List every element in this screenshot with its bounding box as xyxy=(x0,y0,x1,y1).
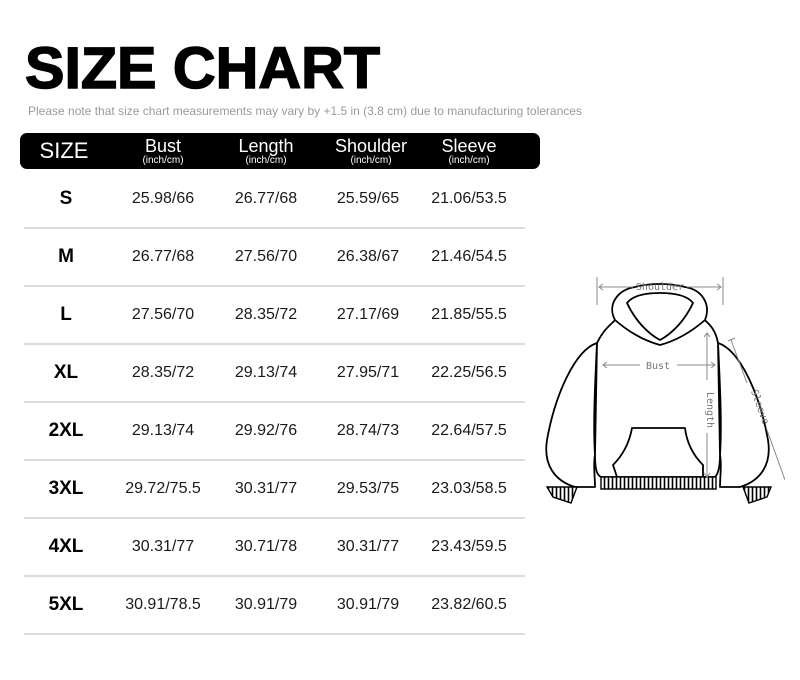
header-sleeve xyxy=(429,133,509,169)
bust-label: Bust xyxy=(645,361,671,372)
length-cell: 30.31/77 xyxy=(234,480,298,497)
sleeve-cell: 23.03/58.5 xyxy=(431,480,507,497)
shoulder-cell: 30.91/79 xyxy=(336,596,400,613)
sleeve-cell: 22.25/56.5 xyxy=(431,364,507,381)
table-row xyxy=(24,403,525,461)
length-cell: 26.77/68 xyxy=(234,190,298,207)
length-cell: 29.13/74 xyxy=(234,364,298,381)
table-row xyxy=(24,345,525,403)
table-row xyxy=(24,171,525,229)
hoodie-measurement-icon xyxy=(535,265,785,515)
size-cell: 5XL xyxy=(48,594,84,615)
table-row xyxy=(24,287,525,345)
table-header xyxy=(20,133,540,169)
table-row xyxy=(24,229,525,287)
shoulder-cell: 28.74/73 xyxy=(336,422,400,439)
bust-cell: 26.77/68 xyxy=(131,248,195,265)
sleeve-cell: 23.82/60.5 xyxy=(431,596,507,613)
length-label: Length xyxy=(704,391,715,429)
size-cell: 3XL xyxy=(48,478,84,499)
shoulder-cell: 30.31/77 xyxy=(336,538,400,555)
header-size xyxy=(24,133,104,169)
sleeve-label: Sleeve xyxy=(748,388,771,426)
header-shoulder-label: Shoulder xyxy=(334,135,408,156)
sleeve-cell: 21.06/53.5 xyxy=(431,190,507,207)
shoulder-cell: 26.38/67 xyxy=(336,248,400,265)
header-sleeve-unit: (inch/cm) xyxy=(448,154,490,166)
header-size-label: SIZE xyxy=(39,138,89,163)
shoulder-cell: 27.17/69 xyxy=(336,306,400,323)
bust-cell: 30.31/77 xyxy=(131,538,195,555)
bust-cell: 28.35/72 xyxy=(131,364,195,381)
bust-cell: 27.56/70 xyxy=(131,306,195,323)
sleeve-cell: 23.43/59.5 xyxy=(431,538,507,555)
length-cell: 30.91/79 xyxy=(234,596,298,613)
shoulder-cell: 29.53/75 xyxy=(336,480,400,497)
size-cell: XL xyxy=(53,362,79,383)
size-cell: 4XL xyxy=(48,536,84,557)
size-cell: L xyxy=(60,304,72,325)
sleeve-cell: 21.46/54.5 xyxy=(431,248,507,265)
length-cell: 29.92/76 xyxy=(234,422,298,439)
hoodie-diagram xyxy=(535,265,785,515)
header-bust xyxy=(123,133,203,169)
shoulder-cell: 27.95/71 xyxy=(336,364,400,381)
sleeve-cell: 22.64/57.5 xyxy=(431,422,507,439)
bust-cell: 29.72/75.5 xyxy=(125,480,201,497)
sleeve-cell: 21.85/55.5 xyxy=(431,306,507,323)
header-bust-label: Bust xyxy=(144,135,182,156)
length-cell: 28.35/72 xyxy=(234,306,298,323)
shoulder-cell: 25.59/65 xyxy=(336,190,400,207)
length-cell: 27.56/70 xyxy=(234,248,298,265)
header-length-label: Length xyxy=(238,135,294,156)
size-cell: S xyxy=(59,188,73,209)
header-shoulder xyxy=(316,133,426,169)
size-cell: M xyxy=(58,246,74,267)
header-bust-unit: (inch/cm) xyxy=(142,154,184,166)
header-length xyxy=(226,133,306,169)
tolerance-note: Please note that size chart measurements may vary by +1.5 in (3.8 cm) due to manufacturing tolerances xyxy=(28,104,582,118)
shoulder-label: Shoulder xyxy=(635,282,685,293)
bust-cell: 30.91/78.5 xyxy=(125,596,201,613)
size-table-body xyxy=(24,171,525,635)
table-row xyxy=(24,577,525,635)
bust-cell: 25.98/66 xyxy=(131,190,195,207)
header-length-unit: (inch/cm) xyxy=(245,154,287,166)
size-cell: 2XL xyxy=(48,420,84,441)
header-sleeve-label: Sleeve xyxy=(441,135,497,156)
header-shoulder-unit: (inch/cm) xyxy=(350,154,392,166)
page-title: SIZE CHART xyxy=(25,36,380,101)
table-row xyxy=(24,461,525,519)
bust-cell: 29.13/74 xyxy=(131,422,195,439)
table-row xyxy=(24,519,525,577)
length-cell: 30.71/78 xyxy=(234,538,298,555)
